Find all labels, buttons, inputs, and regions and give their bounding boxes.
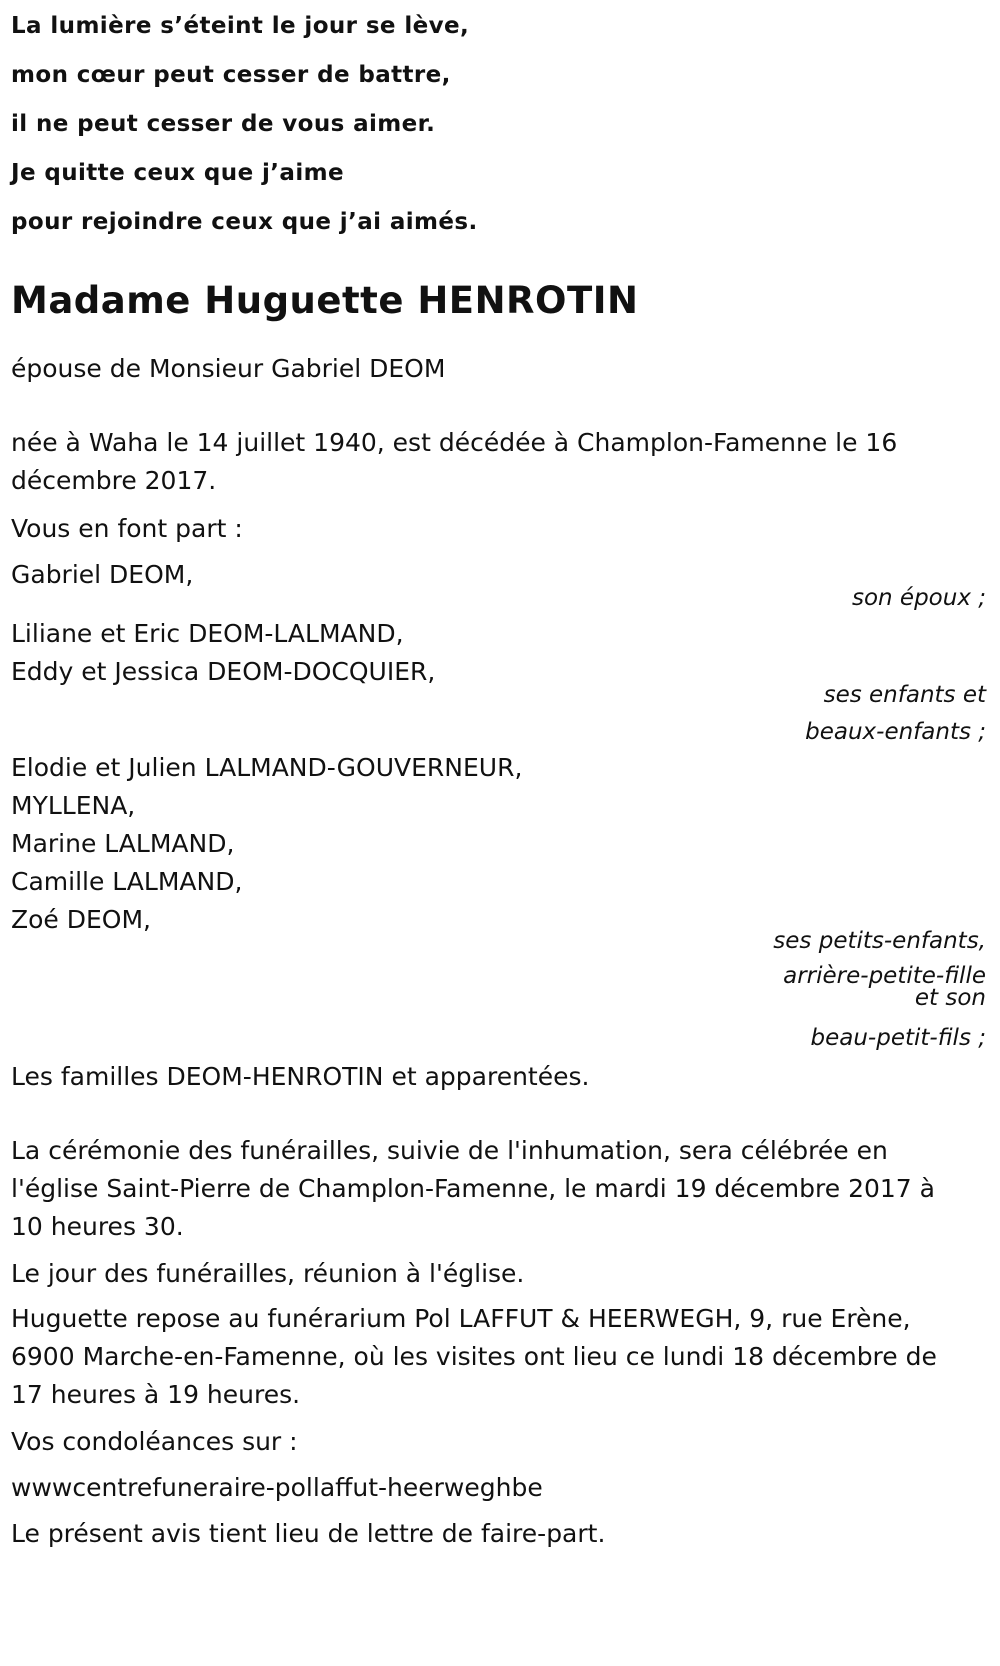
condolences-label: Vos condoléances sur :: [11, 1427, 298, 1456]
obituary-notice: [11, 0, 986, 1548]
role-line: beau-petit-fils ;: [810, 1025, 986, 1051]
poem: [11, 0, 986, 253]
family-member: Camille LALMAND,: [11, 867, 243, 896]
closing-line: Le présent avis tient lieu de lettre de faire-part.: [11, 1519, 606, 1548]
role-line: beaux-enfants ;: [805, 719, 986, 745]
children-names: [11, 615, 435, 691]
poem-line: pour rejoindre ceux que j’ai aimés.: [11, 209, 478, 235]
family-member: Elodie et Julien LALMAND-GOUVERNEUR,: [11, 753, 523, 782]
grandchildren-names: [11, 749, 522, 939]
visitation-details: Huguette repose au funérarium Pol LAFFUT & HEERWEGH, 9, rue Erène, 6900 Marche-en-Famenne, où les visites ont lieu ce lundi 18 décembre de 17 heures à 19 heures.: [11, 1304, 937, 1409]
poem-line: Je quitte ceux que j’aime: [11, 160, 344, 186]
poem-line: La lumière s’éteint le jour se lève,: [11, 13, 470, 39]
role-line: son époux ;: [851, 585, 986, 611]
children-role: [805, 680, 986, 747]
family-member: Zoé DEOM,: [11, 905, 151, 934]
role-line: ses enfants et: [823, 682, 986, 708]
deceased-name: Madame Huguette HENROTIN: [11, 279, 639, 322]
spouse-names: [11, 555, 193, 595]
family-member: Liliane et Eric DEOM-LALMAND,: [11, 619, 404, 648]
role-line: arrière-petite-fille: [783, 963, 986, 989]
poem-line: mon cœur peut cesser de battre,: [11, 62, 451, 88]
family-member: Gabriel DEOM,: [11, 560, 194, 589]
birth-death-line: née à Waha le 14 juillet 1940, est décédée à Champlon-Famenne le 16 décembre 2017.: [11, 428, 898, 495]
family-member: Eddy et Jessica DEOM-DOCQUIER,: [11, 657, 436, 686]
spouse-role: [852, 583, 986, 613]
funeral-details: La cérémonie des funérailles, suivie de l'inhumation, sera célébrée en l'église Saint-Pierre de Champlon-Famenne, le mardi 19 décembre 2017 à 10 heures 30.: [11, 1136, 935, 1241]
family-member: MYLLENA,: [11, 791, 136, 820]
role-line: ses petits-enfants,: [773, 928, 986, 954]
spouse-line: épouse de Monsieur Gabriel DEOM: [11, 354, 446, 383]
grandchildren-role: [773, 926, 986, 1053]
condolences-website: wwwcentrefuneraire-pollaffut-heerweghbe: [11, 1473, 543, 1502]
announcement-intro: Vous en font part :: [11, 514, 243, 543]
family-member: Marine LALMAND,: [11, 829, 235, 858]
families-line: Les familles DEOM-HENROTIN et apparentées.: [11, 1062, 590, 1091]
role-line: et son: [914, 985, 986, 1011]
poem-line: il ne peut cesser de vous aimer.: [11, 111, 436, 137]
meeting-line: Le jour des funérailles, réunion à l'église.: [11, 1259, 525, 1288]
